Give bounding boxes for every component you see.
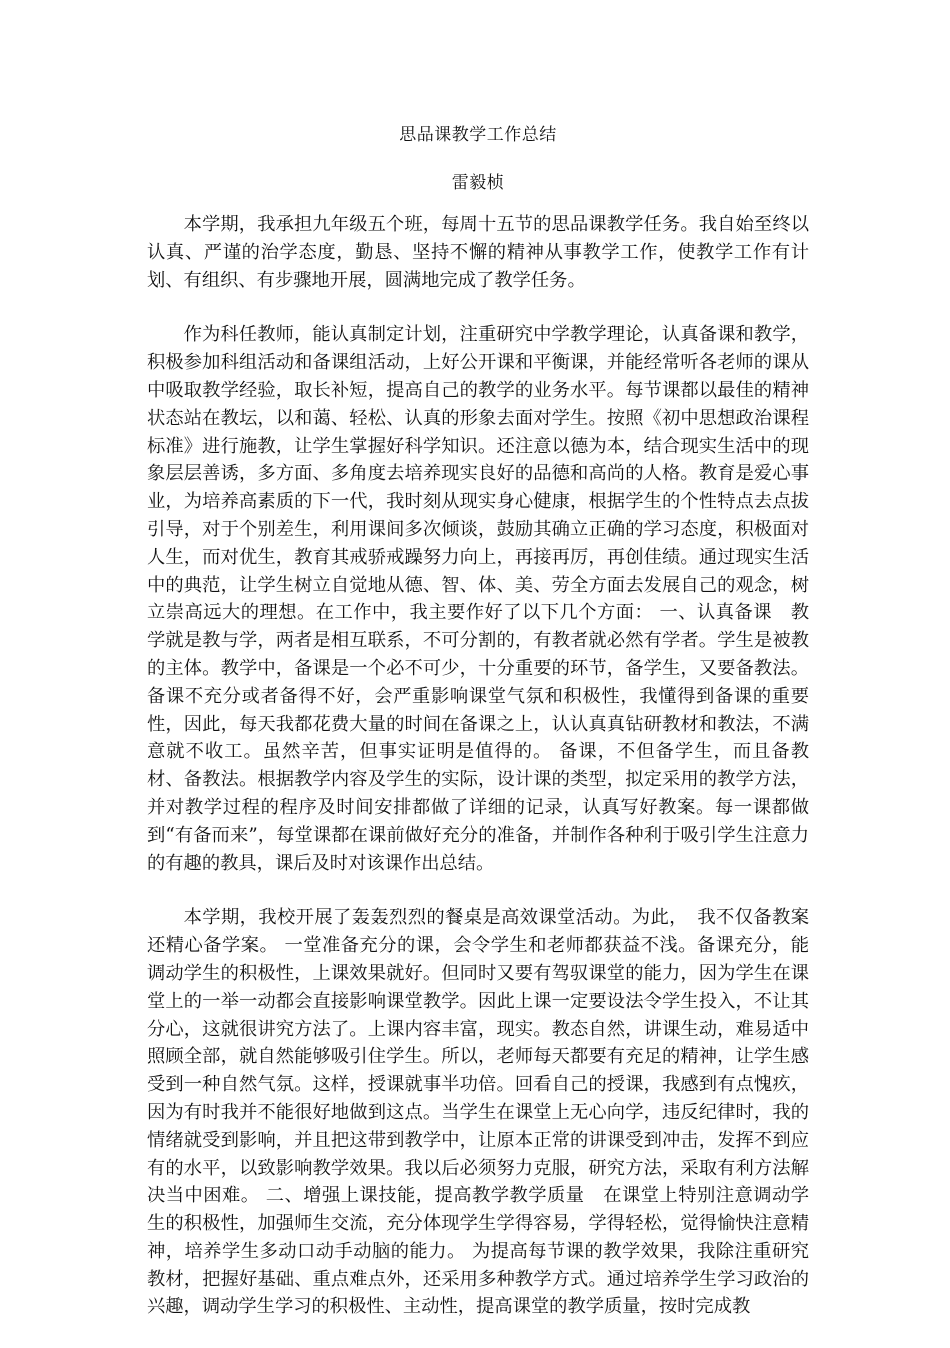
paragraph-intro: 本学期，我承担九年级五个班，每周十五节的思品课教学任务。我自始至终以认真、严谨的治学态度，勤恳、坚持不懈的精神从事教学工作，使教学工作有计划、有组织、有步骤地开展，圆满地完成了教学任务。: [147, 214, 809, 291]
paragraph-preparation: 作为科任教师，能认真制定计划，注重研究中学教学理论，认真备课和教学，积极参加科组活动和备课组活动，上好公开课和平衡课，并能经常听各老师的课从中吸取教学经验，取长补短，提高自己的教学的业务水平。每节课都以最佳的精神状态站在教坛，以和蔼、轻松、认真的形象去面对学生。按照《初中思想政治课程标准》进行施教，让学生掌握好科学知识。还注意以德为本，结合现实生活中的现象层层善诱，多方面、多角度去培养现实良好的品德和高尚的人格。教育是爱心事业，为培养高素质的下一代，我时刻从现实身心健康，根据学生的个性特点去点拔引导，对于个别差生，利用课间多次倾谈，鼓励其确立正确的学习态度，积极面对人生，而对优生，教育其戒骄戒躁努力向上，再接再厉，再创佳绩。通过现实生活中的典范，让学生树立自觉地从德、智、体、美、劳全方面去发展自己的观念，树立崇高远大的理想。在工作中，我主要作好了以下几个方面： 一、认真备课 教学就是教与学，两者是相互联系，不可分割的，有教者就必然有学者。学生是被教的主体。教学中，备课是一个必不可少，十分重要的环节，备学生，又要备教法。备课不充分或者备得不好，会严重影响课堂气氛和积极性，我懂得到备课的重要性，因此，每天我都花费大量的时间在备课之上，认认真真钻研教材和教法，不满意就不收工。虽然辛苦，但事实证明是值得的。 备课，不但备学生，而且备教材、备教法。根据教学内容及学生的实际，设计课的类型，拟定采用的教学方法，并对教学过程的程序及时间安排都做了详细的记录，认真写好教案。每一课都做到“有备而来”，每堂课都在课前做好充分的准备，并制作各种利于吸引学生注意力的有趣的教具，课后及时对该课作出总结。: [147, 324, 809, 874]
document-title: 思品课教学工作总结: [399, 125, 557, 145]
document-page: [147, 122, 809, 1348]
paragraph-classroom: 本学期，我校开展了轰轰烈烈的餐桌是高效课堂活动。为此， 我不仅备教案还精心备学案。 一堂准备充分的课，会令学生和老师都获益不浅。备课充分，能调动学生的积极性，上课效果就好。但同时又要有驾驭课堂的能力，因为学生在课堂上的一举一动都会直接影响课堂教学。因此上课一定要设法令学生投入，不让其分心，这就很讲究方法了。上课内容丰富，现实。教态自然，讲课生动，难易适中照顾全部，就自然能够吸引住学生。所以，老师每天都要有充足的精神，让学生感受到一种自然气氛。这样，授课就事半功倍。回看自己的授课，我感到有点愧疚，因为有时我并不能很好地做到这点。当学生在课堂上无心向学，违反纪律时，我的情绪就受到影响，并且把这带到教学中，让原本正常的讲课受到冲击，发挥不到应有的水平，以致影响教学效果。我以后必须努力克服，研究方法，采取有利方法解决当中困难。 二、增强上课技能，提高教学教学质量 在课堂上特别注意调动学生的积极性，加强师生交流，充分体现学生学得容易，学得轻松，觉得愉快注意精神，培养学生多动口动手动脑的能力。 为提高每节课的教学效果，我除注重研究教材，把握好基础、重点难点外，还采用多种教学方式。通过培养学生学习政治的兴趣，调动学生学习的积极性、主动性，提高课堂的教学质量，按时完成教: [147, 907, 809, 1318]
author-name: 雷毅桢: [451, 173, 505, 193]
